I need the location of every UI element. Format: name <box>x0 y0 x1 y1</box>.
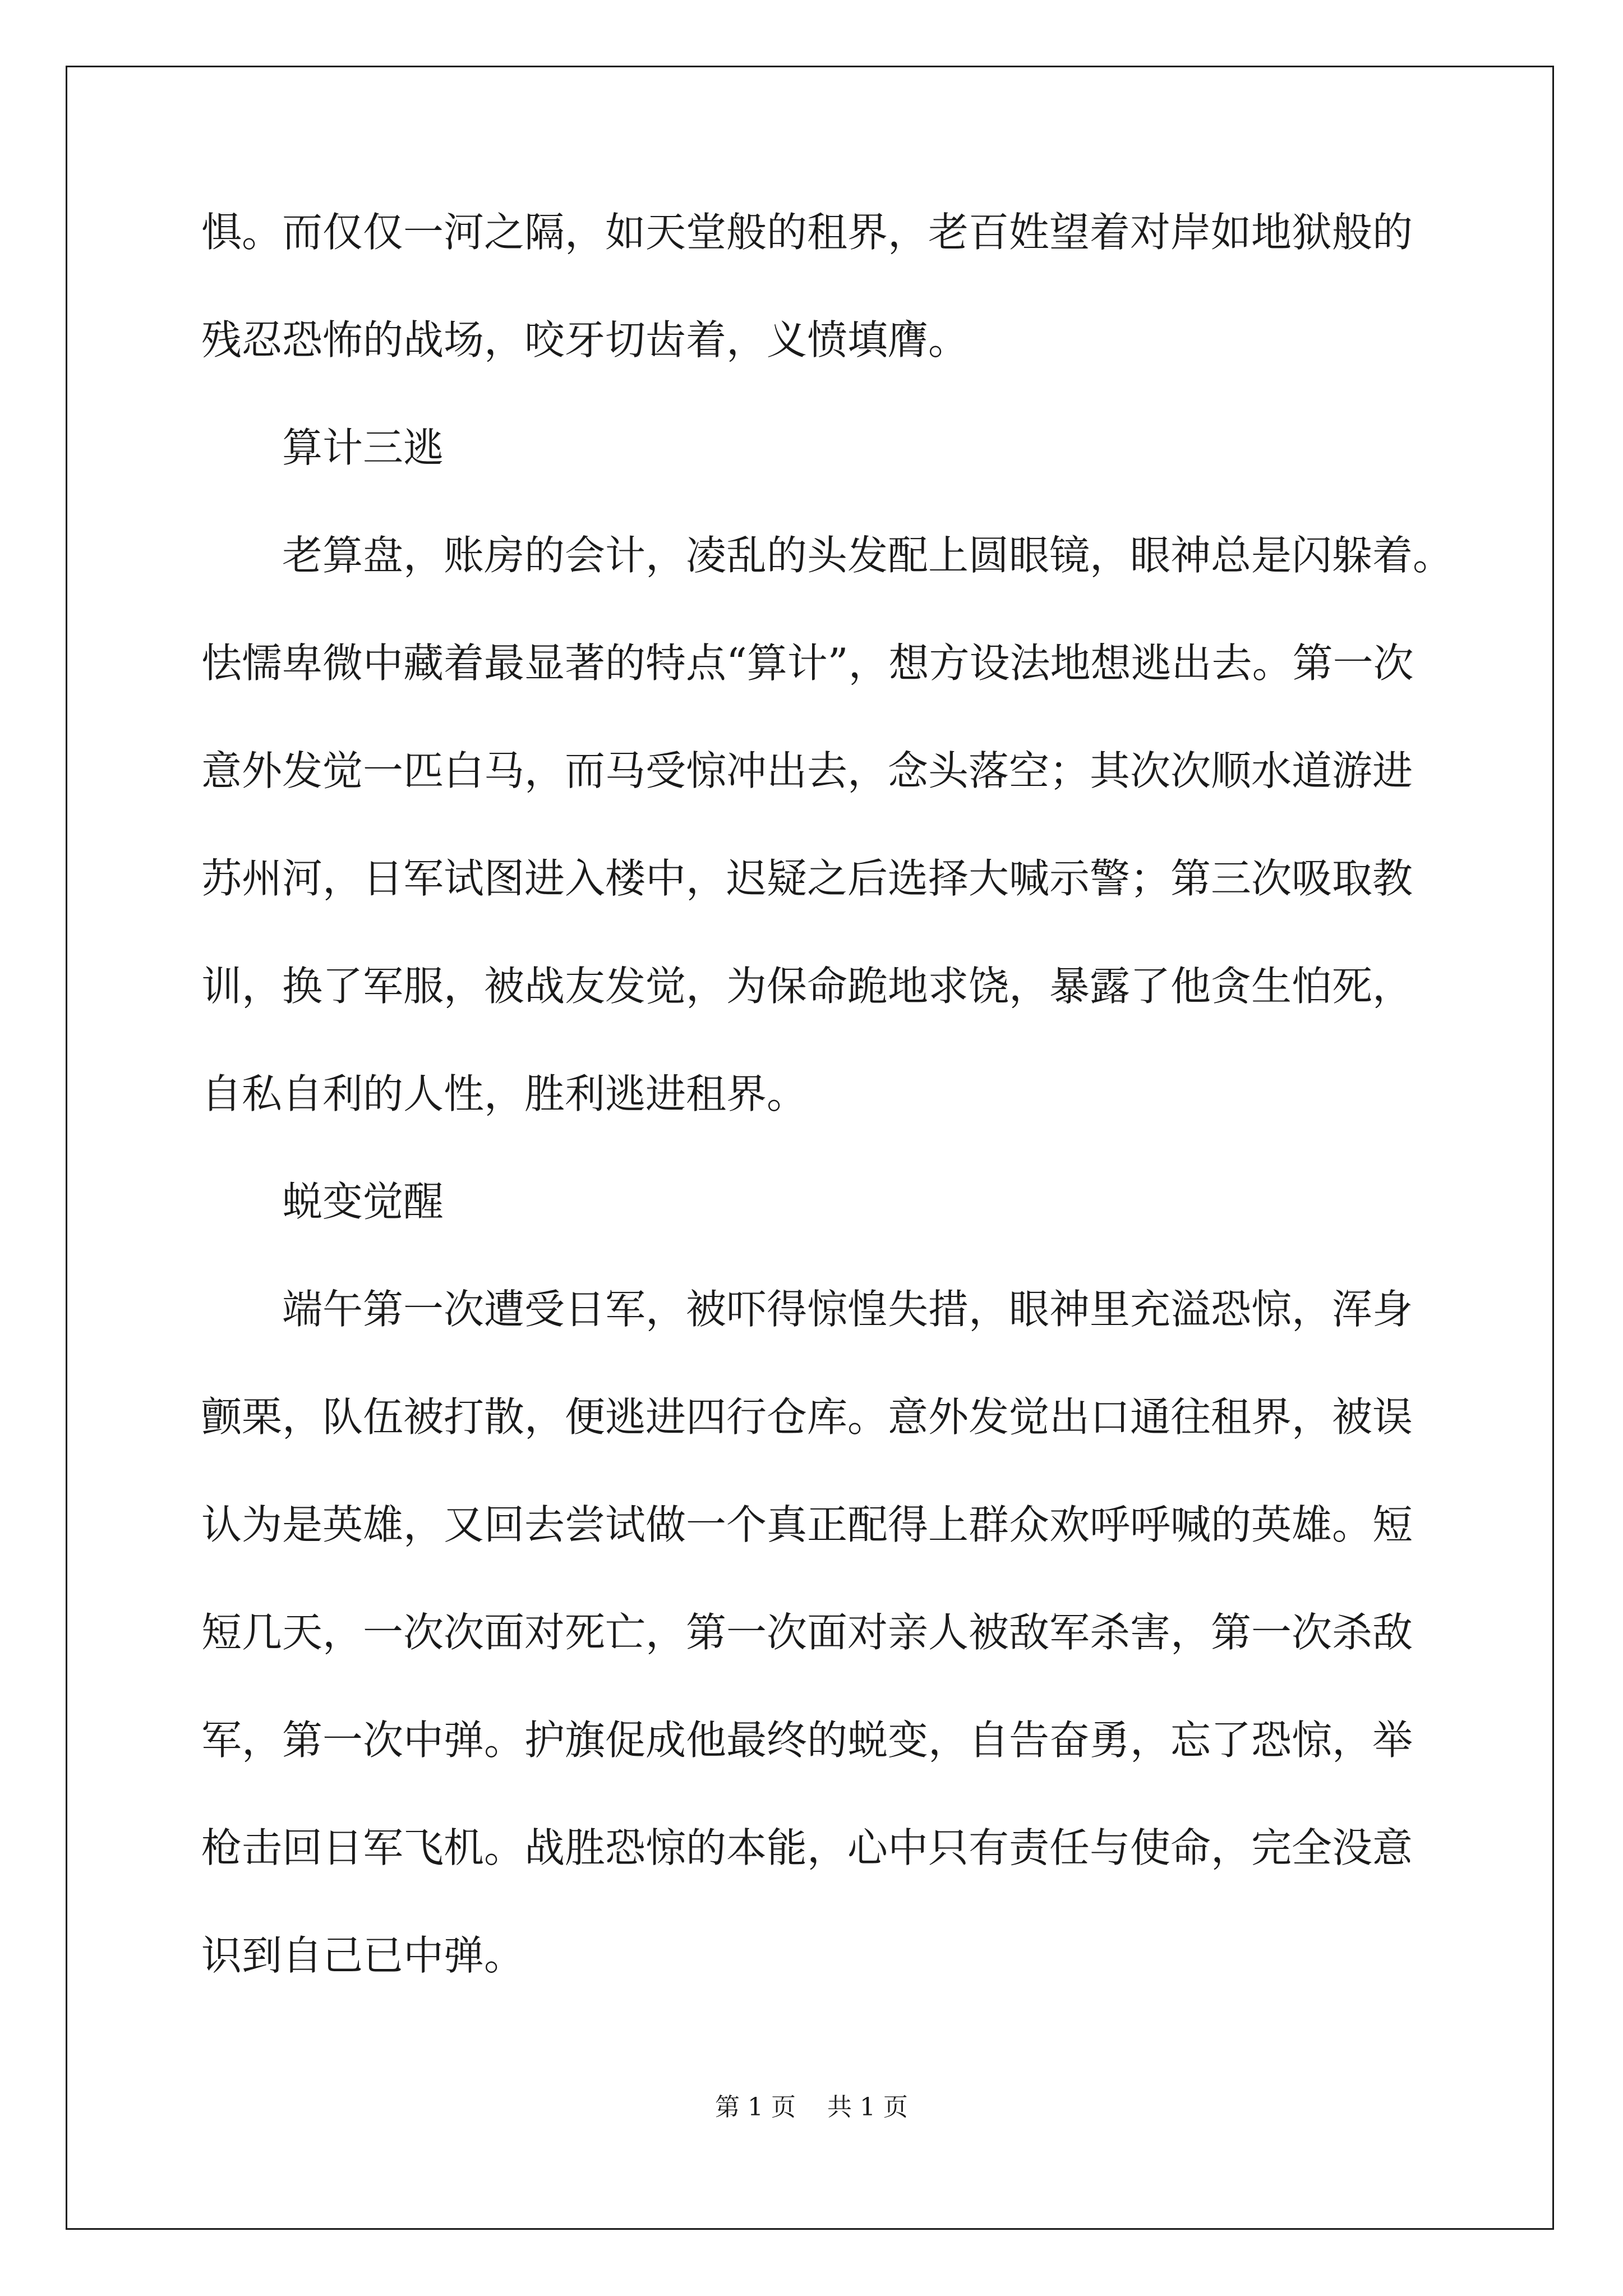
text-line: 蜕变觉醒 <box>282 1178 444 1225</box>
text-line: 意外发觉一匹白马，而马受惊冲出去，念头落空；其次次顺水道游进 <box>201 747 1413 794</box>
text-line: 识到自己已中弹。 <box>201 1932 525 1979</box>
text-line: 短几天，一次次面对死亡，第一次面对亲人被敌军杀害，第一次杀敌 <box>201 1609 1413 1656</box>
page-footer: 第 1 页 共 1 页 <box>715 2093 908 2122</box>
document-body <box>201 202 1452 2033</box>
text-line: 老算盘，账房的会计，凌乱的头发配上圆眼镜，眼神总是闪躲着。 <box>282 532 1454 579</box>
text-line: 惧。而仅仅一河之隔，如天堂般的租界，老百姓望着对岸如地狱般的 <box>201 209 1413 256</box>
text-line: 训，换了军服，被战友发觉，为保命跪地求饶，暴露了他贪生怕死， <box>201 963 1413 1010</box>
text-line: 端午第一次遭受日军，被吓得惊惶失措，眼神里充溢恐惊，浑身 <box>282 1286 1413 1333</box>
text-line: 残忍恐怖的战场，咬牙切齿着，义愤填膺。 <box>201 316 969 364</box>
text-line: 颤栗，队伍被打散，便逃进四行仓库。意外发觉出口通往租界，被误 <box>201 1393 1413 1441</box>
text-line: 认为是英雄，又回去尝试做一个真正配得上群众欢呼呼喊的英雄。短 <box>201 1501 1413 1548</box>
text-line: 军，第一次中弹。护旗促成他最终的蜕变，自告奋勇，忘了恐惊，举 <box>201 1717 1413 1764</box>
text-line: 怯懦卑微中藏着最显著的特点“算计”，想方设法地想逃出去。第一次 <box>201 639 1414 687</box>
text-line: 自私自利的人性，胜利逃进租界。 <box>201 1070 808 1117</box>
text-line: 苏州河，日军试图进入楼中，迟疑之后选择大喊示警；第三次吸取教 <box>201 855 1413 902</box>
text-line: 枪击回日军飞机。战胜恐惊的本能，心中只有责任与使命，完全没意 <box>201 1824 1413 1871</box>
text-line: 算计三逃 <box>282 424 444 471</box>
